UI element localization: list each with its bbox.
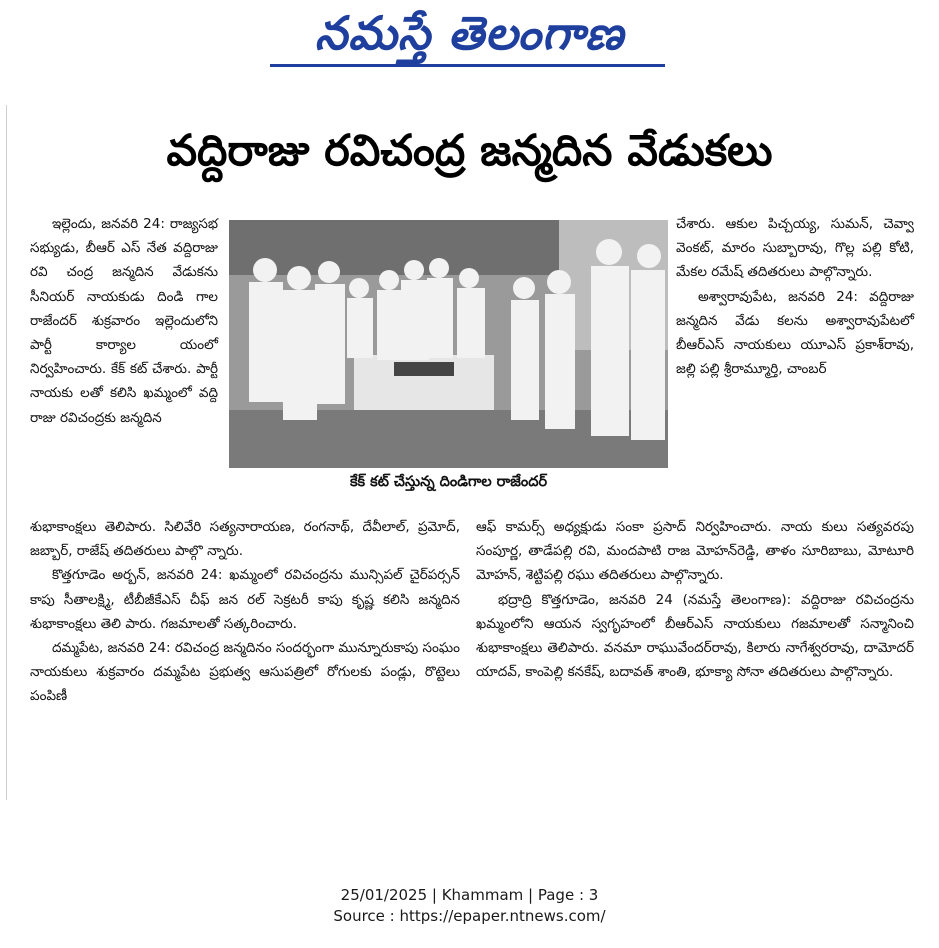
column-divider	[6, 105, 7, 800]
paragraph-chamber-commerce: ఆఫ్ కామర్స్ అధ్యక్షుడు సంకా ప్రసాద్ నిర్వహించారు. నాయ కులు సత్యవరపు సంపూర్ణ, తాడేపల్లి రవి, మందపాటి రాజ మోహన్‌రెడ్డి, తాళం సూరిబాబు, మోటూరి మోహన్, శెట్టిపల్లి రఘు తదితరులు పాల్గొన్నారు.	[476, 519, 914, 584]
source-link[interactable]: Source : https://epaper.ntnews.com/	[333, 907, 606, 925]
article-photo	[229, 220, 668, 468]
paragraph-continued: చేశారు. ఆకుల పిచ్చయ్య, సుమన్, చెవ్వా వెంకట్, మారం సుబ్బారావు, గొల్ల పల్లి కోటి, మేకల రమేష్ తదితరులు పాల్గొన్నారు.	[676, 216, 914, 281]
article-column-left	[30, 212, 218, 430]
article-column-bottom-left	[30, 515, 460, 709]
page-info: 25/01/2025 | Khammam | Page : 3	[340, 886, 599, 904]
paragraph-kothagudem-urban: కొత్తగూడెం అర్బన్, జనవరి 24: ఖమ్మంలో రవిచంద్రను మున్సిపల్ చైర్‌పర్సన్ కాపు సీతాలక్ష్మి, టీబీజీకేఎస్ చీఫ్ జన రల్ సెక్రటరీ కాపు కృష్ణ కలిసి జన్మదిన శుభాకాంక్షలు తెలి పారు. గజమాలతో సత్కరించారు.	[30, 567, 460, 632]
photo-caption: కేక్ కట్ చేస్తున్న దిండిగాల రాజేందర్	[349, 474, 548, 490]
newspaper-masthead: నమస్తే తెలంగాణ	[314, 6, 625, 60]
paragraph-yellandu: ఇల్లెందు, జనవరి 24: రాజ్యసభ సభ్యుడు, బీఆర్ ఎస్ నేత వద్దిరాజు రవి చంద్ర జన్మదిన వేడుకను సీనియర్ నాయకుడు దిండి గాల రాజేందర్ శుక్రవారం ఇల్లెందులోని పార్టీ కార్యాల యంలో నిర్వహించారు. కేక్ కట్ చేశారు. పార్టీ నాయకు లతో కలిసి ఖమ్మంలో వద్ది రాజు రవిచంద్రకు జన్మదిన	[30, 216, 218, 426]
paragraph-aswaraopeta: అశ్వారావుపేట, జనవరి 24: వద్దిరాజు జన్మదిన వేడు కలను అశ్వారావుపేటలో బీఆర్ఎస్ నాయకులు యూఎస్ ప్రకాశ్‌రావు, జల్లి పల్లి శ్రీరామ్మూర్తి, చాంబర్	[676, 288, 914, 378]
paragraph-dammapeta: దమ్మపేట, జనవరి 24: రవిచంద్ర జన్మదినం సందర్భంగా మున్నూరుకాపు సంఘం నాయకులు శుక్రవారం దమ్మపేట ప్రభుత్వ ఆసుపత్రిలో రోగులకు పండ్లు, రొట్టెలు పంపిణీ	[30, 640, 460, 705]
paragraph-greetings: శుభాకాంక్షలు తెలిపారు. సిలివేరి సత్యనారాయణ, రంగనాథ్, దేవీలాల్, ప్రమోద్, జబ్బార్, రాజేష్ తదితరులు పాల్గొ న్నారు.	[30, 519, 460, 560]
masthead-underline	[270, 64, 665, 67]
article-column-bottom-right	[476, 515, 914, 684]
paragraph-bhadradri: భద్రాద్రి కొత్తగూడెం, జనవరి 24 (నమస్తే తెలంగాణ): వద్దిరాజు రవిచంద్రను ఖమ్మంలోని ఆయన స్వగృహంలో బీఆర్ఎస్ నాయకులు గజమాలతో సన్మానించి శుభాకాంక్షలు తెలిపారు. వనమా రాఘువేందర్‌రావు, కిలారు నాగేశ్వరరావు, దామోదర్ యాదవ్, కాంపెల్లి కనకేష్, బదావత్ శాంతి, భూక్యా సోనా తదితరులు పాల్గొన్నారు.	[476, 591, 914, 681]
article-headline: వద్దిరాజు రవిచంద్ర జన్మదిన వేడుకలు	[166, 126, 773, 176]
photo-illustration	[229, 220, 668, 468]
article-column-right	[676, 212, 914, 381]
